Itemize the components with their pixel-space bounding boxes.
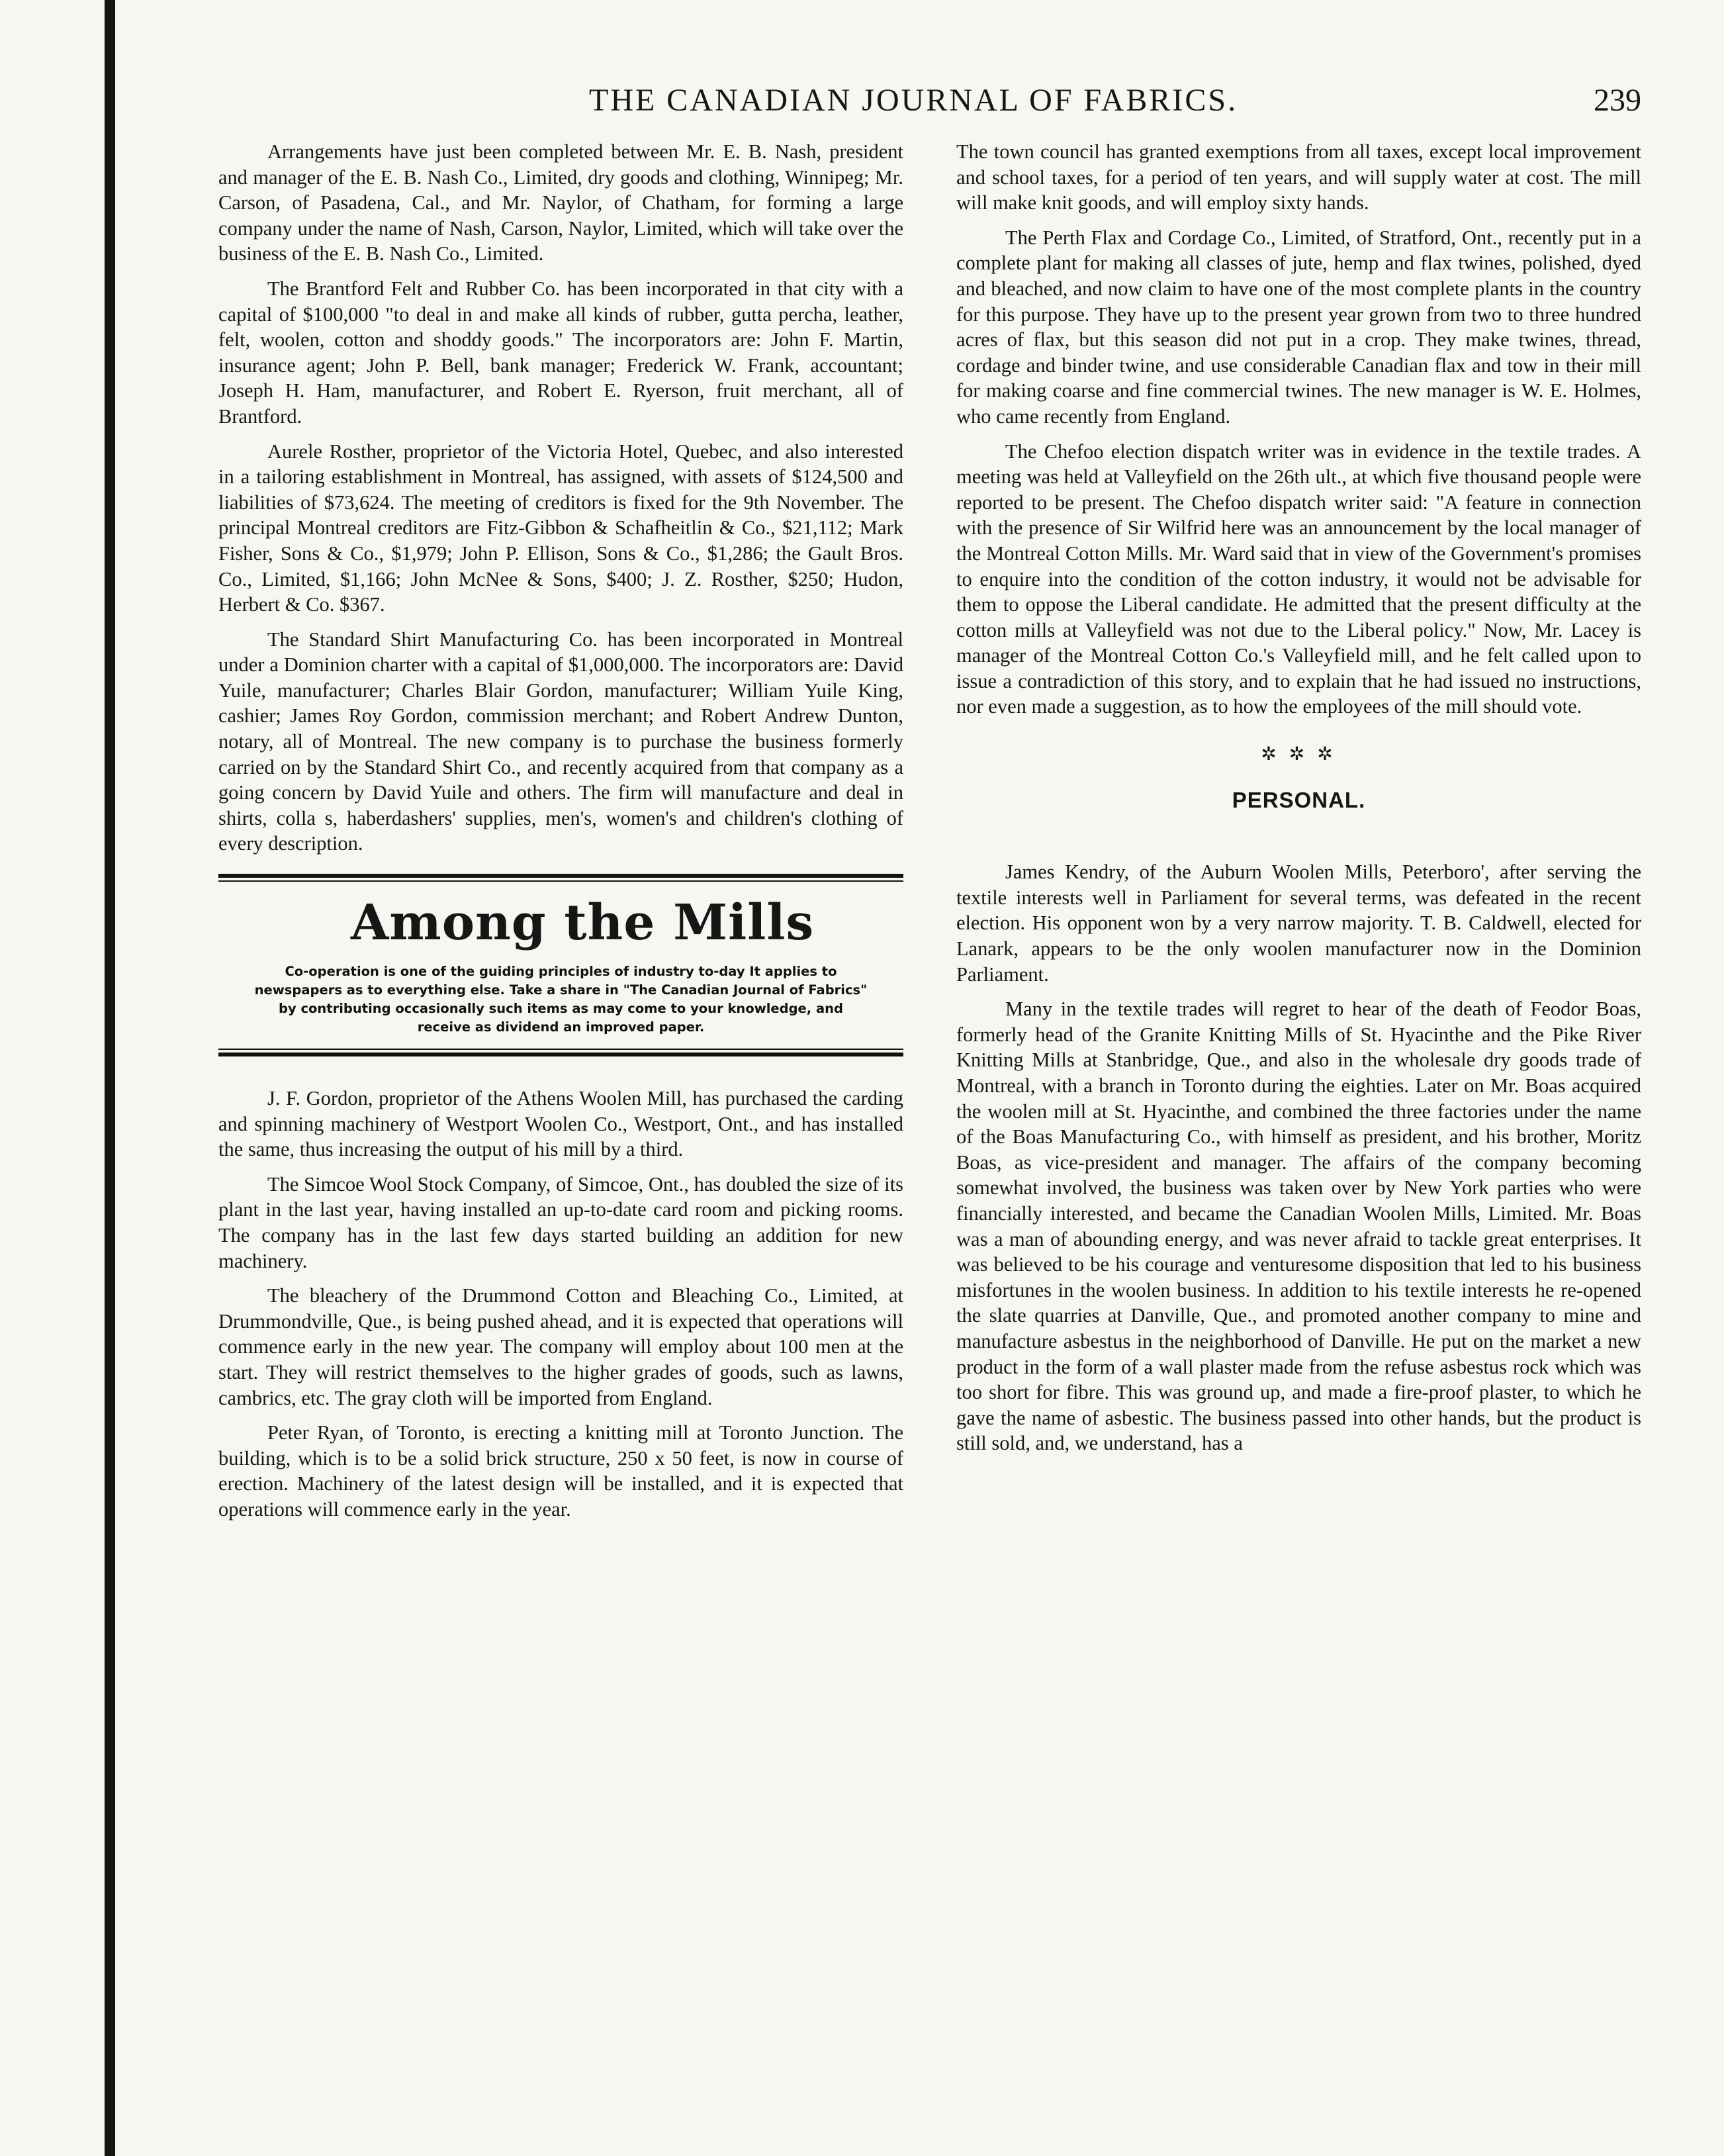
page-binding-edge xyxy=(105,0,115,2156)
section-blurb: Co-operation is one of the guiding principles of industry to-day It applies to newspapers as to everything else. Take a share in "The Canadian Journal of Fabrics" by contributing occasionally such items as may come to your knowledge, and receive as dividend an improved paper. xyxy=(254,964,868,1035)
article-paragraph: The bleachery of the Drummond Cotton and Bleaching Co., Limited, at Drummondville, Que., is being pushed ahead, and it is expected that operations will commence early in the new year. The company will employ about 100 men at the start. They will restrict themselves to the higher grades of goods, such as lawns, cambrics, etc. The gray cloth will be imported from England. xyxy=(218,1284,903,1409)
left-column xyxy=(218,139,903,1532)
article-paragraph: Arrangements have just been completed between Mr. E. B. Nash, president and manager of the E. B. Nash Co., Limited, dry goods and clothing, Winnipeg; Mr. Carson, of Pasadena, Cal., and Mr. Naylor, of Chatham, for forming a large company under the name of Nash, Carson, Naylor, Limited, which will take over the business of the E. B. Nash Co., Limited. xyxy=(218,140,903,265)
right-column xyxy=(956,139,1641,1466)
among-the-mills-banner xyxy=(218,874,903,1056)
article-paragraph: James Kendry, of the Auburn Woolen Mills, Peterboro', after serving the textile interests well in Parliament for several terms, was defeated in the recent election. His opponent won by a very narrow majority. T. B. Caldwell, elected for Lanark, appears to be the only woolen manufacturer now in the Dominion Parliament. xyxy=(956,861,1641,986)
journal-title: THE CANADIAN JOURNAL OF FABRICS. xyxy=(589,83,1238,118)
article-paragraph: The Simcoe Wool Stock Company, of Simcoe, Ont., has doubled the size of its plant in the last year, having installed an up-to-date card room and picking rooms. The company has in the last few days started building an addition for new machinery. xyxy=(218,1172,903,1272)
article-paragraph: J. F. Gordon, proprietor of the Athens Woolen Mill, has purchased the carding and spinning machinery of Westport Woolen Co., Westport, Ont., and has installed the same, thus increasing the output of his mill by a third. xyxy=(218,1087,903,1161)
divider-rule xyxy=(218,1049,903,1050)
divider-rule xyxy=(218,880,903,882)
page-header xyxy=(238,66,1641,139)
page-number: 239 xyxy=(1594,83,1641,118)
article-paragraph: The Brantford Felt and Rubber Co. has been incorporated in that city with a capital of $100,000 "to deal in and make all kinds of rubber, gutta percha, leather, felt, woolen, cotton and shoddy goods." The incorporators are: John F. Martin, insurance agent; John P. Bell, bank manager; Frederick W. Frank, accountant; Joseph H. Ham, manufacturer, and Robert E. Ryerson, fruit merchant, all of Brantford. xyxy=(218,277,903,428)
article-paragraph: The Perth Flax and Cordage Co., Limited, of Stratford, Ont., recently put in a complete plant for making all classes of jute, hemp and flax twines, polished, dyed and bleached, and now claim to have one of the most complete plants in the country for this purpose. They have up to the present year grown from two to three hundred acres of flax, but this season did not put in a crop. They make twines, thread, cordage and binder twine, and use considerable Canadian flax and tow in their mill for making coarse and fine commercial twines. The new manager is W. E. Holmes, who came recently from England. xyxy=(956,226,1641,428)
article-paragraph: The town council has granted exemptions from all taxes, except local improvement and school taxes, for a period of ten years, and will supply water at cost. The mill will make knit goods, and will employ sixty hands. xyxy=(956,140,1641,214)
divider-rule xyxy=(218,874,903,878)
section-ornament: ✲ ✲ ✲ xyxy=(1261,744,1337,765)
article-paragraph: Many in the textile trades will regret to hear of the death of Feodor Boas, formerly head of the Granite Knitting Mills of St. Hyacinthe and the Pike River Knitting Mills at Stanbridge, Que., and also in the wholesale dry goods trade of Montreal, with a branch in Toronto during the eighties. Later on Mr. Boas acquired the woolen mill at St. Hyacinthe, and combined the three factories under the name of the Boas Manufacturing Co., with himself as president, and his brother, Moritz Boas, as vice-president and manager. The affairs of the company becoming somewhat involved, the business was taken over by New York parties who were financially interested, and became the Canadian Woolen Mills, Limited. Mr. Boas was a man of abounding energy, and was never afraid to tackle great enterprises. It was believed to be his courage and venturesome disposition that led to his business misfortunes in the woolen business. In addition to his textile interests he re-opened the slate quarries at Danville, Que., and promoted another company to mine and manufacture asbestus in the neighborhood of Danville. He put on the market a new product in the form of a wall plaster made from the refuse asbestus rock which was too short for fibre. This was ground up, and made a fire-proof plaster, to which he gave the name of asbestic. The business passed into other hands, but the product is still sold, and, we understand, has a xyxy=(956,998,1641,1455)
article-paragraph: Aurele Rosther, proprietor of the Victoria Hotel, Quebec, and also interested in a tailoring establishment in Montreal, has assigned, with assets of $124,500 and liabilities of $73,624. The meeting of creditors is fixed for the 9th November. The principal Montreal creditors are Fitz-Gibbon & Schafheitlin & Co., $21,112; Mark Fisher, Sons & Co., $1,979; John P. Ellison, Sons & Co., $1,286; the Gault Bros. Co., Limited, $1,166; John McNee & Sons, $400; J. Z. Rosther, $250; Hudon, Herbert & Co. $367. xyxy=(218,440,903,616)
article-paragraph: Peter Ryan, of Toronto, is erecting a knitting mill at Toronto Junction. The building, which is to be a solid brick structure, 250 x 50 feet, is now in course of erection. Machinery of the latest design will be installed, and it is expected that operations will commence early in the year. xyxy=(218,1421,903,1521)
article-paragraph: The Chefoo election dispatch writer was in evidence in the textile trades. A meeting was held at Valleyfield on the 26th ult., at which five thousand people were reported to be present. The Chefoo dispatch writer said: "A feature in connection with the presence of Sir Wilfrid here was an announcement by the local manager of the Montreal Cotton Mills. Mr. Ward said that in view of the Government's promises to enquire into the condition of the cotton industry, it would not be advisable for them to oppose the Liberal candidate. He admitted that the present difficulty at the cotton mills at Valleyfield was not due to the Liberal policy." Now, Mr. Lacey is manager of the Montreal Cotton Co.'s Valleyfield mill, and he felt called upon to issue a contradiction of this story, and to explain that he had issued no instructions, nor even made a suggestion, as to how the employees of the mill should vote. xyxy=(956,440,1641,718)
section-heading: Among the Mills xyxy=(351,894,815,952)
article-paragraph: The Standard Shirt Manufacturing Co. has been incorporated in Montreal under a Dominion charter with a capital of $1,000,000. The incorporators are: David Yuile, manufacturer; Charles Blair Gordon, manufacturer; William Yuile King, cashier; James Roy Gordon, commission merchant; and Robert Andrew Dunton, notary, all of Montreal. The new company is to purchase the business formerly carried on by the Standard Shirt Co., and recently acquired from that company as a going concern by David Yuile and others. The firm will manufacture and deal in shirts, colla s, haberdashers' supplies, men's, women's and children's clothing of every description. xyxy=(218,628,903,855)
divider-rule xyxy=(218,1053,903,1056)
section-heading: PERSONAL. xyxy=(1232,787,1366,812)
